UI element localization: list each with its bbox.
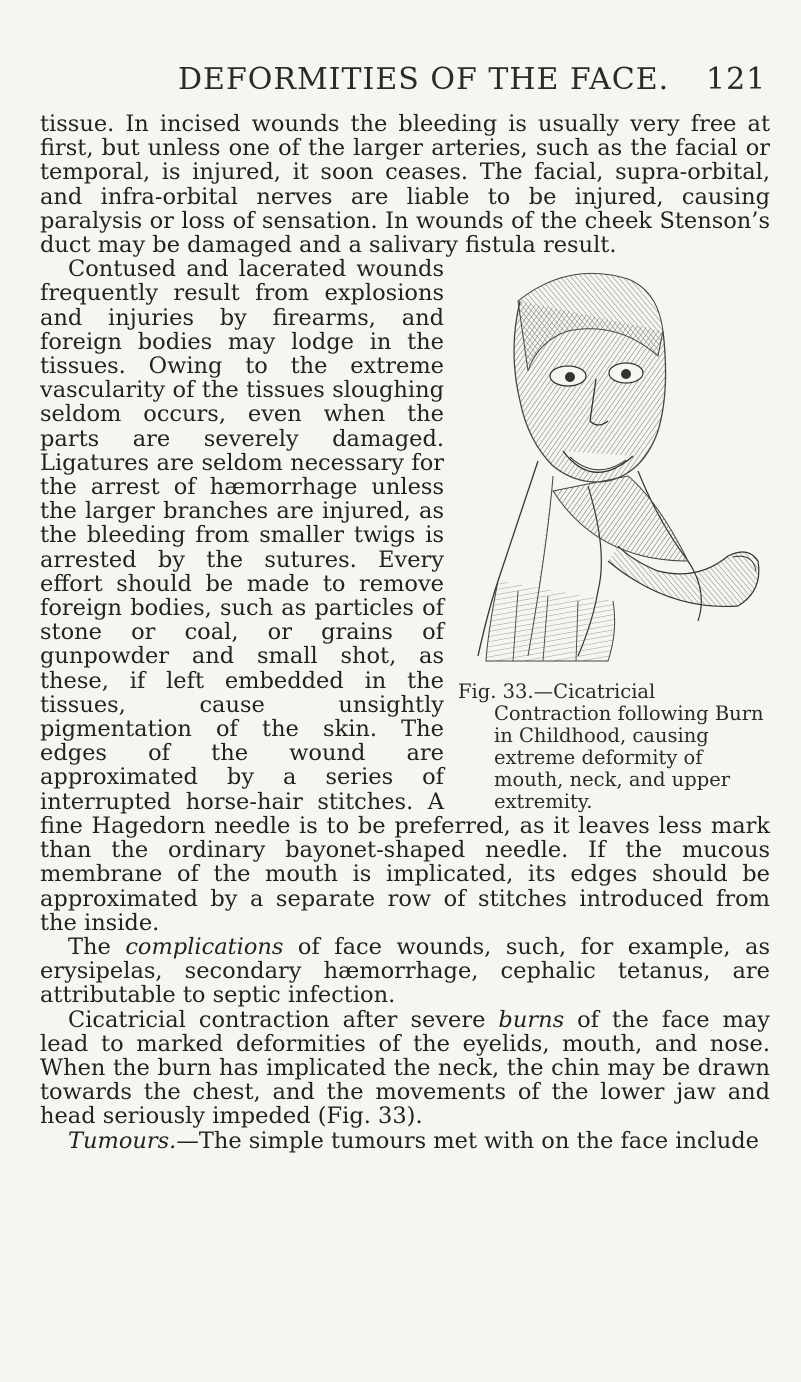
body-text [40,112,770,1153]
tumours-rest: —The simple tumours met with on the face include [176,1127,759,1154]
caption-label: Fig. 33. [458,680,534,704]
paragraph-contused-wounds [40,257,770,935]
complications-lead: The [68,933,126,960]
paragraph-incised-wounds: tissue. In incised wounds the bleeding is usually very free at first, but unless one of the larger arteries, such as the facial or temporal, is injured, it soon ceases. The facial, supra-orbital, and infra-orbital nerves are liable to be injured, causing paralysis or loss of sensation. In wounds of the cheek Stenson’s duct may be damaged and a salivary fistula result. [40,111,770,259]
burns-lead: Cicatricial contraction after severe [68,1006,499,1033]
running-head [178,62,767,97]
paragraph-complications [40,935,770,1008]
complications-rest: of face wounds, such, for example, as erysipelas, secondary hæmorrhage, cephalic tetanus, are attributable to septic infection. [40,933,770,1009]
tumours-italic: Tumours. [68,1127,177,1154]
burn-deformity-illustration [458,261,770,671]
burns-rest: of the face may lead to marked deformities of the eyelids, mouth, and nose. When the burn has implicated the neck, the chin may be drawn towards the chest, and the movements of the lower jaw and head seriously impeded (Fig. 33). [40,1006,770,1130]
complications-italic: complications [125,933,284,960]
figure-33 [458,261,770,814]
paragraph-tumours [40,1129,770,1153]
caption-text: —Cicatricial Contraction following Burn in Childhood, causing extreme deformity of mouth, neck, and upper extremity. [494,680,764,814]
paragraph-burns [40,1008,770,1129]
figure-caption [458,681,770,813]
paragraph-contused-text: Contused and lacerated wounds frequently result from explosions and injuries by firearms, and foreign bodies may lodge in the tissues. Owing to the extreme vascularity of the tissues sloughing seldom occurs, even when the parts are severely damaged. Ligatures are seldom necessary for the arrest of hæmorrhage unless the larger branches are injured, as the bleeding from smaller twigs is arrested by the sutures. Every effort should be made to remove foreign bodies, such as particles of stone or coal, or grains of gunpowder and small shot, as these, if left embedded in the tissues, cause unsightly pigmentation of the skin. The edges of the wound are approximated by a series of interrupted horse-hair stitches. A fine Hagedorn needle is to be preferred, as it leaves less mark than the ordinary bayonet-shaped needle. If the mucous membrane of the mouth is implicated, its edges should be approximated by a separate row of stitches introduced from the inside. [40,256,770,936]
page-number: 121 [706,62,767,97]
running-head-title: DEFORMITIES OF THE FACE. [178,62,670,97]
burns-italic: burns [498,1006,565,1033]
